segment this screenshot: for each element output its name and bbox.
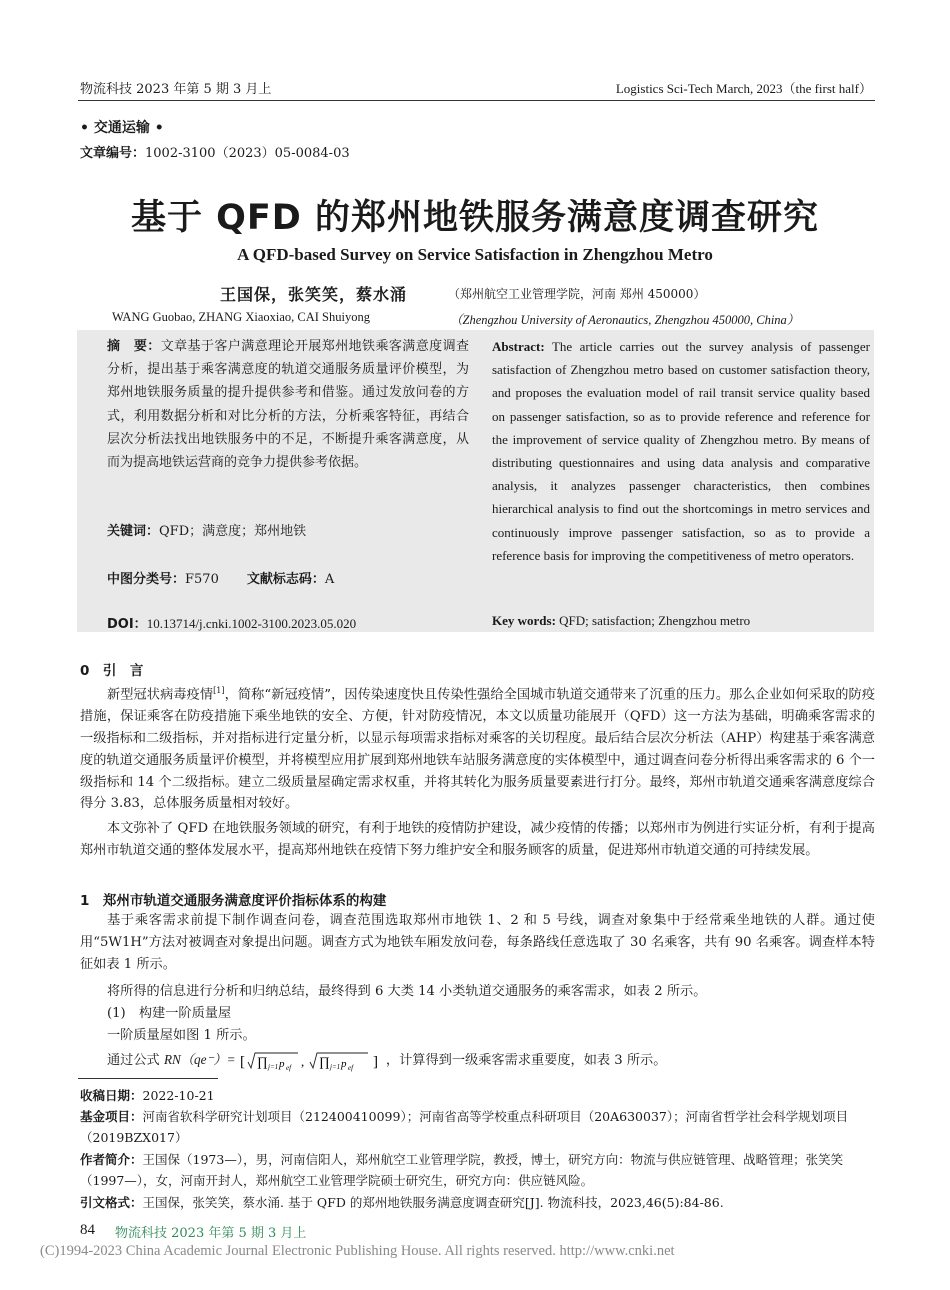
section-heading-1: 1 郑州市轨道交通服务满意度评价指标体系的构建 [80, 893, 387, 909]
footnote-received [80, 1086, 875, 1107]
doi-label: DOI： [107, 617, 147, 632]
copyright-notice: (C)1994-2023 China Academic Journal Electronic Publishing House. All rights reserved. http://www.cnki.net [40, 1243, 675, 1259]
citation-ref: [1] [213, 686, 225, 695]
keywords-english-value: QFD; satisfaction; Zhengzhou metro [559, 613, 751, 628]
authors-english: WANG Guobao, ZHANG Xiaoxiao, CAI Shuiyong [112, 310, 370, 324]
page-title: 基于 QFD 的郑州地铁服务满意度调查研究 [130, 198, 820, 238]
footnote-divider [78, 1078, 218, 1079]
svg-text:∏: ∏ [318, 1053, 330, 1069]
keywords-chinese [107, 520, 306, 539]
formula-line [107, 1049, 666, 1072]
clc-label: 中图分类号： [107, 572, 186, 587]
footnote-citation [80, 1193, 875, 1214]
clc-value: F570 [185, 572, 219, 587]
svg-text:p: p [340, 1057, 347, 1070]
abstract-chinese-text: 文章基于客户满意理论开展郑州地铁乘客满意度调查分析，提出基于乘客满意度的轨道交通服务质量评价模型，为郑州地铁服务质量的提升提供参考和借鉴。通过发放问卷的方式，利用数据分析和对比分析的方法，分析乘客特征，再结合层次分析法找出地铁服务中的不足，不断提升乘客满意度，从而为提高地铁运营商的竞争力提供参考依据。 [107, 339, 469, 471]
doc-code-label: 文献标志码： [246, 572, 325, 587]
svg-text:ef: ef [285, 1063, 291, 1072]
article-number [80, 142, 350, 161]
paragraph-intro-1-a: 新型冠状病毒疫情 [107, 687, 214, 703]
svg-text:p: p [278, 1057, 285, 1070]
doi-value: 10.13714/j.cnki.1002-3100.2023.05.020 [146, 616, 357, 631]
svg-text:,: , [300, 1053, 304, 1069]
doi [107, 613, 356, 632]
svg-text:∏: ∏ [256, 1053, 268, 1069]
svg-text:j=1: j=1 [267, 1062, 278, 1071]
received-value: 2022-10-21 [142, 1088, 215, 1103]
section-heading-intro: 0 引 言 [80, 663, 144, 679]
article-number-label: 文章编号： [80, 146, 146, 161]
doc-code-value: A [324, 572, 335, 587]
svg-text:]: ] [372, 1053, 378, 1070]
running-header-right: Logistics Sci-Tech March, 2023（the first half） [615, 81, 872, 96]
abstract-chinese-label: 摘 要： [107, 339, 161, 354]
footnote-fund [80, 1107, 875, 1148]
paragraph-intro-2: 本文弥补了 QFD 在地铁服务领域的研究，有利于地铁的疫情防护建设，减少疫情的传播；以郑州市为例进行实证分析，有利于提高郑州市轨道交通的整体发展水平，提高郑州地铁在疫情下努力维护安全和服务顾客的质量，促进郑州市轨道交通的可持续发展。 [80, 821, 875, 858]
citation-value: 王国保，张笑笑，蔡水涌. 基于 QFD 的郑州地铁服务满意度调查研究[J]. 物流科技，2023,46(5):84-86. [142, 1195, 724, 1210]
abstract-chinese [107, 335, 469, 474]
fund-value: 河南省软科学研究计划项目（212400410099）；河南省高等学校重点科研项目（20A630037）；河南省哲学社会科学规划项目（2019BZX017） [80, 1109, 849, 1145]
paragraph-s1-2: 将所得的信息进行分析和归纳总结，最终得到 6 大类 14 小类轨道交通服务的乘客需求，如表 2 所示。 [107, 984, 707, 999]
author-bio-label: 作者简介： [80, 1152, 143, 1167]
citation-label: 引文格式： [80, 1195, 143, 1210]
paragraph-s1-3: 一阶质量屋如图 1 所示。 [107, 1028, 256, 1043]
svg-text:j=1: j=1 [329, 1062, 340, 1071]
author-bio-value: 王国保（1973—），男，河南信阳人，郑州航空工业管理学院，教授，博士，研究方向：物流与供应链管理、战略管理；张笑笑（1997—），女，河南开封人，郑州航空工业管理学院硕士研究生，研究方向：供应链风险。 [80, 1152, 844, 1188]
paragraph-s1-1: 基于乘客需求前提下制作调查问卷，调查范围选取郑州市地铁 1、2 和 5 号线，调查对象集中于经常乘坐地铁的人群。通过使用“5W1H”方法对被调查对象提出问题。调查方式为地铁车厢发放问卷，每条路线任意选取了 30 名乘客，共有 90 名乘客。调查样本特征如表 1 所示。 [80, 913, 875, 972]
footnote-author [80, 1150, 875, 1191]
page-number: 84 [80, 1222, 95, 1238]
paragraph-intro-1-b: ，简称“新冠疫情”，因传染速度快且传染性强给全国城市轨道交通带来了沉重的压力。那么企业如何采取的防疫措施，保证乘客在防疫措施下乘坐地铁的安全、方便，针对防疫情况，本文以质量功能展开（QFD）这一方法为基础，明确乘客需求的一级指标和二级指标，并对指标进行定量分析，以显示每项需求指标对乘客的关切程度。最后结合层次分析法（AHP）构建基于乘客满意度的轨道交通服务质量评价模型，并将模型应用扩展到郑州地铁车站服务满意度的实体模型中，通过调查问卷分析得出乘客需求的 6 个一级指标和 14 个二级指标。建立二级质量屋确定需求权重，并将其转化为服务质量要素进行打分。最终，郑州市轨道交通乘客满意度综合得分 3.83，总体服务质量相对较好。 [80, 687, 876, 812]
abstract-english-label: Abstract: [492, 339, 545, 354]
keywords-english [492, 613, 750, 629]
header-divider [78, 100, 875, 101]
fund-label: 基金项目： [80, 1109, 143, 1124]
abstract-english-text: The article carries out the survey analysis of passenger satisfaction of Zhengzhou metro based on customer satisfaction theory, and proposes the evaluation model of rail transit service quality based on passenger satisfaction, so as to provide reference and reference for the improvement of service quality of Zhengzhou metro. By means of distributing questionnaires and using data analysis and comparative analysis, it analyzes passenger characteristics, then combines hierarchical analysis to find out the shortcomings in metro services and continuously improve passenger satisfaction, so as to provide a reference basis for improving the competitiveness of metro operators. [492, 339, 870, 563]
section-tag: • 交通运输 • [80, 120, 164, 136]
formula-suffix: ，计算得到一级乘客需求重要度，如表 3 所示。 [385, 1053, 667, 1068]
paragraph-intro-1 [80, 680, 875, 815]
abstract-english [492, 335, 870, 567]
keywords-chinese-label: 关键词： [107, 524, 160, 539]
affiliation-english: （Zhengzhou University of Aeronautics, Zhengzhou 450000, China） [450, 313, 800, 327]
formula-prefix: 通过公式 [107, 1053, 160, 1068]
authors-chinese: 王国保，张笑笑，蔡水涌 [220, 285, 408, 304]
classification-codes [107, 568, 334, 587]
affiliation-chinese: （郑州航空工业管理学院，河南 郑州 450000） [448, 287, 706, 301]
page-title-english: A QFD-based Survey on Service Satisfaction in Zhengzhou Metro [237, 245, 713, 264]
subheading-1: (1) 构建一阶质量屋 [107, 1006, 232, 1021]
footer-journal: 物流科技 2023 年第 5 期 3 月上 [115, 1226, 307, 1241]
running-header-left: 物流科技 2023 年第 5 期 3 月上 [80, 82, 272, 97]
formula-roots [240, 1050, 382, 1072]
keywords-english-label: Key words: [492, 613, 556, 628]
keywords-chinese-value: QFD；满意度；郑州地铁 [159, 524, 307, 539]
svg-text:[: [ [239, 1053, 245, 1070]
formula-lhs: RN（qe⁻）= [163, 1052, 236, 1067]
received-label: 收稿日期： [80, 1088, 143, 1103]
svg-text:ef: ef [347, 1063, 353, 1072]
article-number-value: 1002-3100（2023）05-0084-03 [145, 146, 350, 161]
